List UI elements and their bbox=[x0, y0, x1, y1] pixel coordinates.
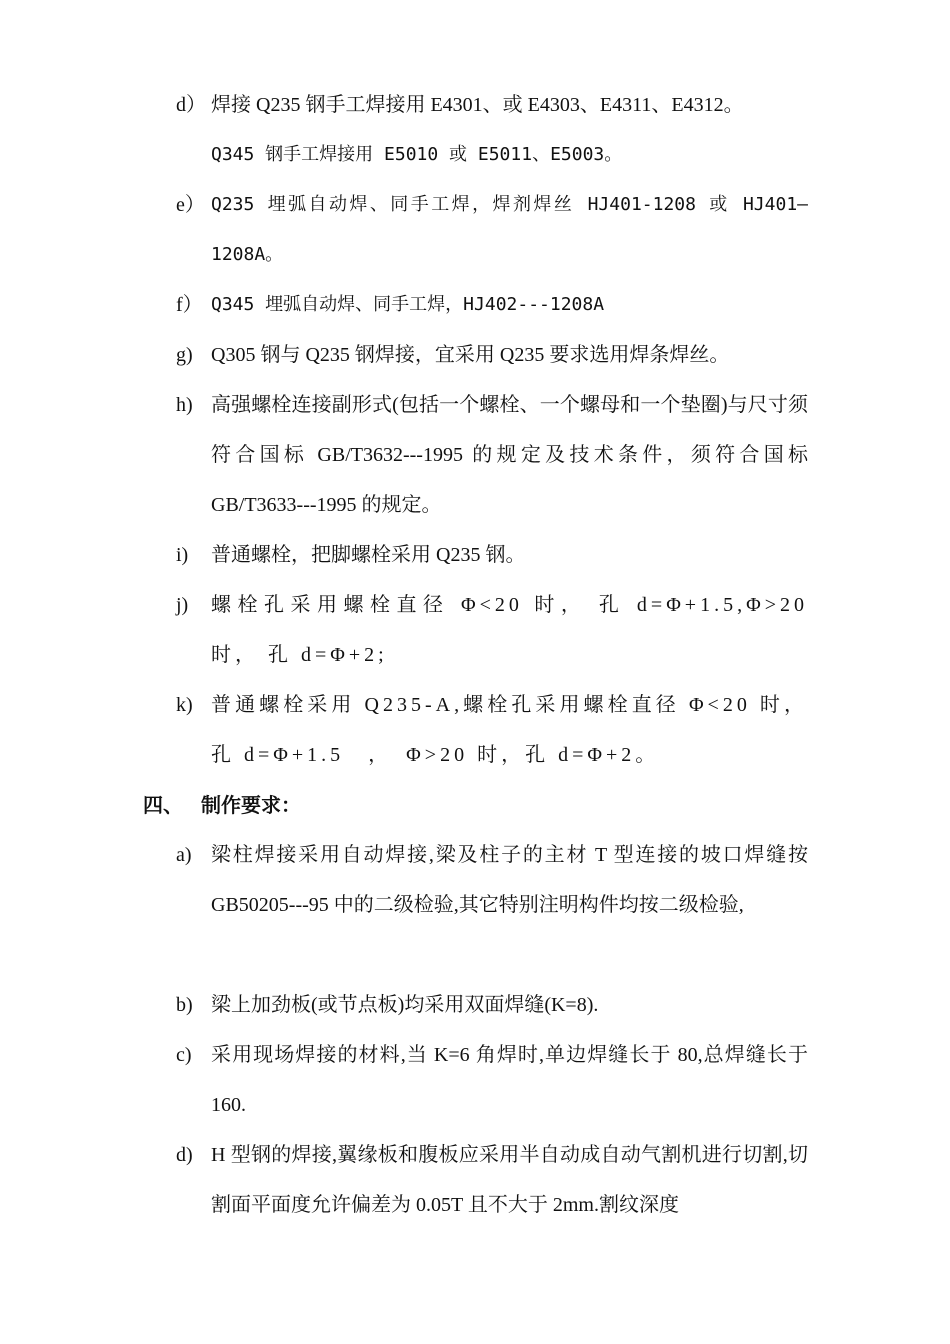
list-marker: f） bbox=[176, 294, 203, 316]
list-item-j-bolt-holes bbox=[176, 580, 808, 680]
list-marker: e） bbox=[176, 194, 205, 216]
list-item-b-stiffener-plates bbox=[176, 980, 808, 1030]
list-item-text: 高强螺栓连接副形式(包括一个螺栓、一个螺母和一个垫圈)与尺寸须符合国标 GB/T3632---1995 的规定及技术条件，须符合国标 GB/T3633---1995 的规定。 bbox=[211, 394, 808, 516]
section-number: 四、 bbox=[143, 793, 183, 817]
list-item-text: Q235 埋弧自动焊、同手工焊，焊剂焊丝 HJ401-1208 或 HJ401—1208A。 bbox=[211, 194, 808, 265]
section-title: 制作要求： bbox=[201, 793, 301, 817]
list-item-text: 梁柱焊接采用自动焊接,梁及柱子的主材 T 型连接的坡口焊缝按 GB50205---95 中的二级检验,其它特别注明构件均按二级检验, bbox=[211, 844, 808, 916]
list-item-text: H 型钢的焊接,翼缘板和腹板应采用半自动成自动气割机进行切割,切割面平面度允许偏差为 0.05T 且不大于 2mm.割纹深度 bbox=[211, 1144, 808, 1216]
list-item-text: 普通螺栓采用 Q235-A,螺栓孔采用螺栓直径 Φ<20 时， 孔 d=Φ+1.5 ， Φ>20 时，孔 d=Φ+2。 bbox=[211, 694, 808, 766]
list-marker: h) bbox=[176, 394, 193, 416]
list-item-text: Q345 埋弧自动焊、同手工焊，HJ402---1208A bbox=[211, 294, 605, 315]
list-item-d-h-beam-cutting bbox=[176, 1130, 808, 1230]
list-item-a-beam-column-welding bbox=[176, 830, 808, 930]
list-item-d-welding-rods bbox=[176, 80, 808, 180]
list-item-c-site-welding bbox=[176, 1030, 808, 1130]
text-line: Q345 钢手工焊接用 E5010 或 E5011、E5003。 bbox=[211, 144, 623, 165]
list-item-k-ordinary-bolt-holes bbox=[176, 680, 808, 780]
list-item-f-submerged-arc-q345 bbox=[176, 280, 808, 330]
list-item-text: Q305 钢与 Q235 钢焊接，宜采用 Q235 要求选用焊条焊丝。 bbox=[211, 344, 730, 366]
list-item-e-submerged-arc-q235 bbox=[176, 180, 808, 280]
list-marker: d) bbox=[176, 1144, 193, 1166]
list-marker: j) bbox=[176, 594, 189, 616]
list-marker: c) bbox=[176, 1044, 192, 1066]
list-item-h-high-strength-bolts bbox=[176, 380, 808, 530]
list-marker: b) bbox=[176, 994, 193, 1016]
list-item-text: 采用现场焊接的材料,当 K=6 角焊时,单边焊缝长于 80,总焊缝长于 160. bbox=[211, 1044, 808, 1116]
list-item-text bbox=[211, 80, 808, 180]
list-marker: k) bbox=[176, 694, 193, 716]
list-item-text: 梁上加劲板(或节点板)均采用双面焊缝(K=8). bbox=[211, 994, 599, 1016]
list-item-text: 螺栓孔采用螺栓直径 Φ<20 时， 孔 d=Φ+1.5,Φ>20 时， 孔 d=Φ+2; bbox=[211, 594, 808, 666]
list-marker: a) bbox=[176, 844, 192, 866]
list-item-text: 普通螺栓，把脚螺栓采用 Q235 钢。 bbox=[211, 544, 526, 566]
list-marker: g) bbox=[176, 344, 193, 366]
list-item-g-steel-welding bbox=[176, 330, 808, 380]
list-marker: d） bbox=[176, 94, 206, 116]
text-line: 焊接 Q235 钢手工焊接用 E4301、或 E4303、E4311、E4312。 bbox=[211, 94, 744, 116]
section-heading bbox=[143, 780, 301, 830]
list-item-i-ordinary-bolts bbox=[176, 530, 808, 580]
list-marker: i) bbox=[176, 544, 189, 566]
